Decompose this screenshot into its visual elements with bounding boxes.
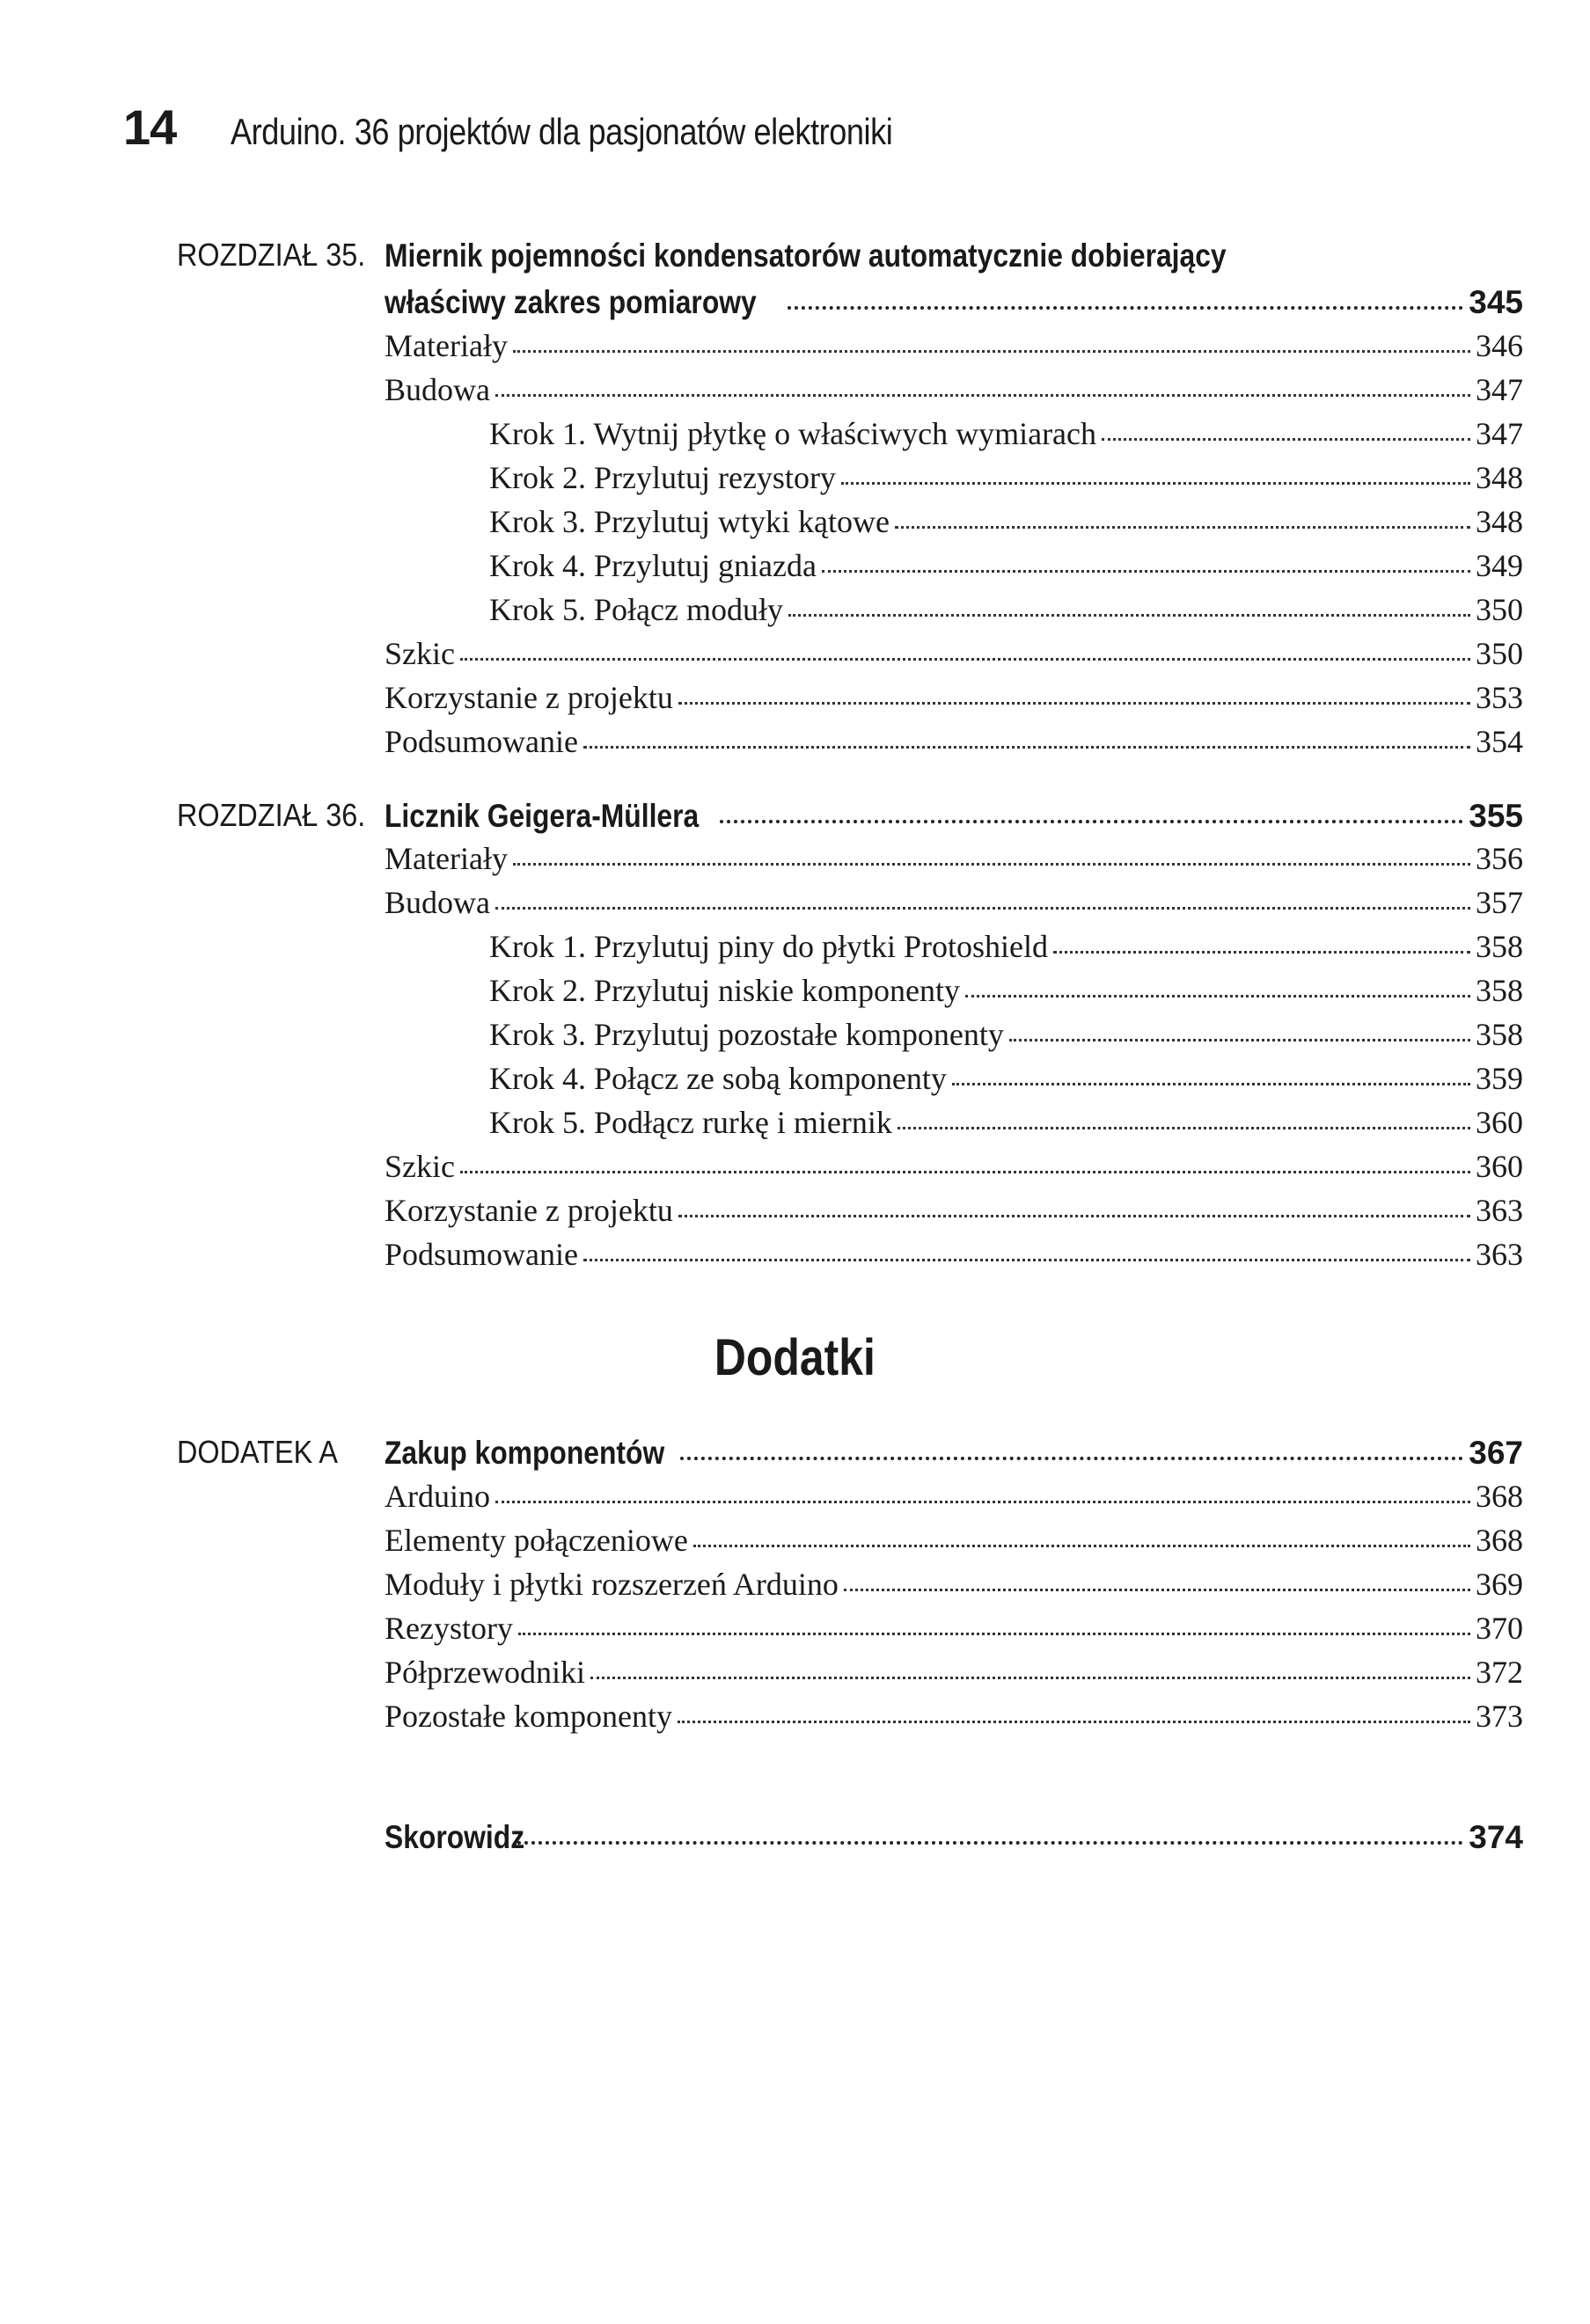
toc-item[interactable] [489, 931, 1523, 962]
leader-dots [513, 350, 1470, 353]
toc-item-page: 354 [1476, 724, 1523, 759]
appendix-heading [0, 1329, 1590, 1386]
toc-item-title: Arduino [385, 1479, 490, 1514]
appendix-a-entry[interactable] [385, 1436, 1523, 1469]
leader-dots [583, 1259, 1470, 1261]
toc-item-page: 353 [1476, 680, 1523, 715]
toc-item-title: Krok 4. Połącz ze sobą komponenty [489, 1061, 947, 1096]
toc-item[interactable] [489, 550, 1523, 581]
index-page: 374 [1469, 1819, 1523, 1855]
toc-item-page: 368 [1476, 1523, 1523, 1558]
toc-item-title: Krok 1. Przylutuj piny do płytki Protoshield [489, 929, 1048, 964]
toc-item[interactable] [385, 1524, 1523, 1556]
toc-item-title: Korzystanie z projektu [385, 680, 673, 715]
toc-item[interactable] [385, 887, 1523, 918]
chapter-36-title: Licznik Geigera-Müllera [385, 798, 700, 834]
page-number: 14 [123, 99, 177, 155]
toc-item-title: Podsumowanie [385, 724, 578, 759]
toc-item-page: 348 [1476, 460, 1523, 495]
chapter-35-title-line1: Miernik pojemności kondensatorów automatycznie dobierający [385, 238, 1227, 274]
toc-item-title: Krok 5. Podłącz rurkę i miernik [489, 1105, 892, 1140]
leader-dots [513, 863, 1470, 866]
toc-item-page: 363 [1476, 1193, 1523, 1228]
toc-item-page: 347 [1476, 372, 1523, 407]
appendix-heading-text: Dodatki [714, 1329, 876, 1386]
toc-item[interactable] [385, 843, 1523, 874]
toc-item-title: Krok 4. Przylutuj gniazda [489, 548, 817, 583]
toc-item-page: 348 [1476, 504, 1523, 539]
toc-item-title: Pozostałe komponenty [385, 1699, 672, 1734]
toc-item-title: Elementy połączeniowe [385, 1523, 688, 1558]
toc-item-title: Materiały [385, 841, 508, 876]
leader-dots [495, 394, 1470, 397]
toc-item[interactable] [489, 975, 1523, 1006]
toc-item-title: Krok 1. Wytnij płytkę o właściwych wymiarach [489, 416, 1097, 451]
toc-item-page: 370 [1476, 1611, 1523, 1646]
chapter-36-label: ROZDZIAŁ 36. [177, 797, 366, 833]
leader-dots [895, 526, 1470, 529]
toc-item-page: 349 [1476, 548, 1523, 583]
appendix-a-page: 367 [1469, 1435, 1523, 1471]
chapter-35-entry[interactable] [385, 286, 1523, 318]
toc-item[interactable] [489, 1107, 1523, 1138]
toc-item-title: Krok 3. Przylutuj pozostałe komponenty [489, 1017, 1004, 1052]
toc-item-title: Krok 5. Połącz moduły [489, 592, 783, 627]
toc-item[interactable] [385, 1151, 1523, 1182]
toc-item-title: Krok 2. Przylutuj niskie komponenty [489, 973, 960, 1008]
toc-item-page: 363 [1476, 1237, 1523, 1272]
book-title: Arduino. 36 projektów dla pasjonatów elektroniki [231, 111, 893, 152]
chapter-35-title-line2: właściwy zakres pomiarowy [385, 284, 757, 320]
leader-dots [583, 746, 1470, 749]
index-entry[interactable] [385, 1821, 1523, 1853]
leader-dots [495, 1501, 1470, 1503]
toc-item[interactable] [489, 418, 1523, 449]
leader-dots [678, 702, 1470, 705]
toc-item-page: 358 [1476, 973, 1523, 1008]
leader-dots [788, 614, 1470, 617]
toc-item-title: Rezystory [385, 1611, 513, 1646]
toc-item[interactable] [385, 1656, 1523, 1688]
toc-item-page: 358 [1476, 929, 1523, 964]
leader-dots [678, 1721, 1470, 1723]
index-title: Skorowidz [385, 1819, 525, 1855]
toc-item[interactable] [489, 506, 1523, 537]
page-header [123, 99, 1000, 156]
toc-item-page: 373 [1476, 1699, 1523, 1734]
toc-item-page: 358 [1476, 1017, 1523, 1052]
toc-item-page: 350 [1476, 636, 1523, 671]
leader-dots [952, 1083, 1470, 1085]
toc-item[interactable] [385, 1480, 1523, 1512]
chapter-35-label: ROZDZIAŁ 35. [177, 237, 366, 273]
toc-item-title: Krok 3. Przylutuj wtyki kątowe [489, 504, 890, 539]
toc-item[interactable] [385, 1568, 1523, 1600]
chapter-36-page: 355 [1469, 798, 1523, 834]
toc-item-page: 360 [1476, 1149, 1523, 1184]
leader-dots [844, 1589, 1470, 1591]
toc-item-title: Szkic [385, 636, 455, 671]
toc-item[interactable] [489, 594, 1523, 625]
toc-item-title: Półprzewodniki [385, 1655, 585, 1690]
toc-item[interactable] [385, 1239, 1523, 1270]
toc-item[interactable] [385, 638, 1523, 669]
leader-dots [1009, 1039, 1470, 1041]
toc-item-page: 346 [1476, 328, 1523, 363]
leader-dots [841, 482, 1470, 485]
toc-item[interactable] [385, 330, 1523, 362]
toc-item[interactable] [489, 462, 1523, 493]
leader-dots [788, 306, 1464, 310]
leader-dots [693, 1545, 1470, 1547]
leader-dots [678, 1215, 1470, 1217]
toc-item[interactable] [385, 1700, 1523, 1732]
leader-dots [517, 1841, 1463, 1845]
leader-dots [495, 907, 1470, 910]
leader-dots [1102, 438, 1470, 441]
toc-item-page: 372 [1476, 1655, 1523, 1690]
leader-dots [518, 1633, 1470, 1635]
toc-item[interactable] [385, 1195, 1523, 1226]
toc-item[interactable] [385, 374, 1523, 406]
toc-item-title: Moduły i płytki rozszerzeń Arduino [385, 1567, 839, 1602]
toc-item[interactable] [489, 1019, 1523, 1050]
toc-item-title: Szkic [385, 1149, 455, 1184]
appendix-a-label: DODATEK A [177, 1434, 339, 1470]
toc-item-title: Podsumowanie [385, 1237, 578, 1272]
toc-item-page: 357 [1476, 885, 1523, 920]
toc-item-page: 350 [1476, 592, 1523, 627]
toc-item-page: 368 [1476, 1479, 1523, 1514]
chapter-36-entry[interactable] [385, 800, 1523, 832]
toc-item-title: Krok 2. Przylutuj rezystory [489, 460, 836, 495]
leader-dots [822, 570, 1470, 573]
leader-dots [460, 658, 1470, 661]
toc-item-title: Budowa [385, 885, 490, 920]
toc-item[interactable] [489, 1063, 1523, 1094]
toc-item-page: 359 [1476, 1061, 1523, 1096]
leader-dots [460, 1171, 1470, 1173]
leader-dots [898, 1127, 1470, 1129]
chapter-35-page: 345 [1469, 284, 1523, 320]
toc-item-page: 347 [1476, 416, 1523, 451]
appendix-a-title: Zakup komponentów [385, 1435, 665, 1471]
toc-item[interactable] [385, 682, 1523, 713]
leader-dots [965, 995, 1470, 998]
toc-item-page: 356 [1476, 841, 1523, 876]
leader-dots [680, 1457, 1463, 1460]
toc-item-title: Budowa [385, 372, 490, 407]
leader-dots [590, 1677, 1470, 1679]
leader-dots [1053, 951, 1470, 954]
toc-item-title: Materiały [385, 328, 508, 363]
toc-item[interactable] [385, 726, 1523, 757]
toc-item-page: 369 [1476, 1567, 1523, 1602]
leader-dots [720, 820, 1463, 823]
toc-item-title: Korzystanie z projektu [385, 1193, 673, 1228]
toc-item-page: 360 [1476, 1105, 1523, 1140]
toc-item[interactable] [385, 1612, 1523, 1644]
